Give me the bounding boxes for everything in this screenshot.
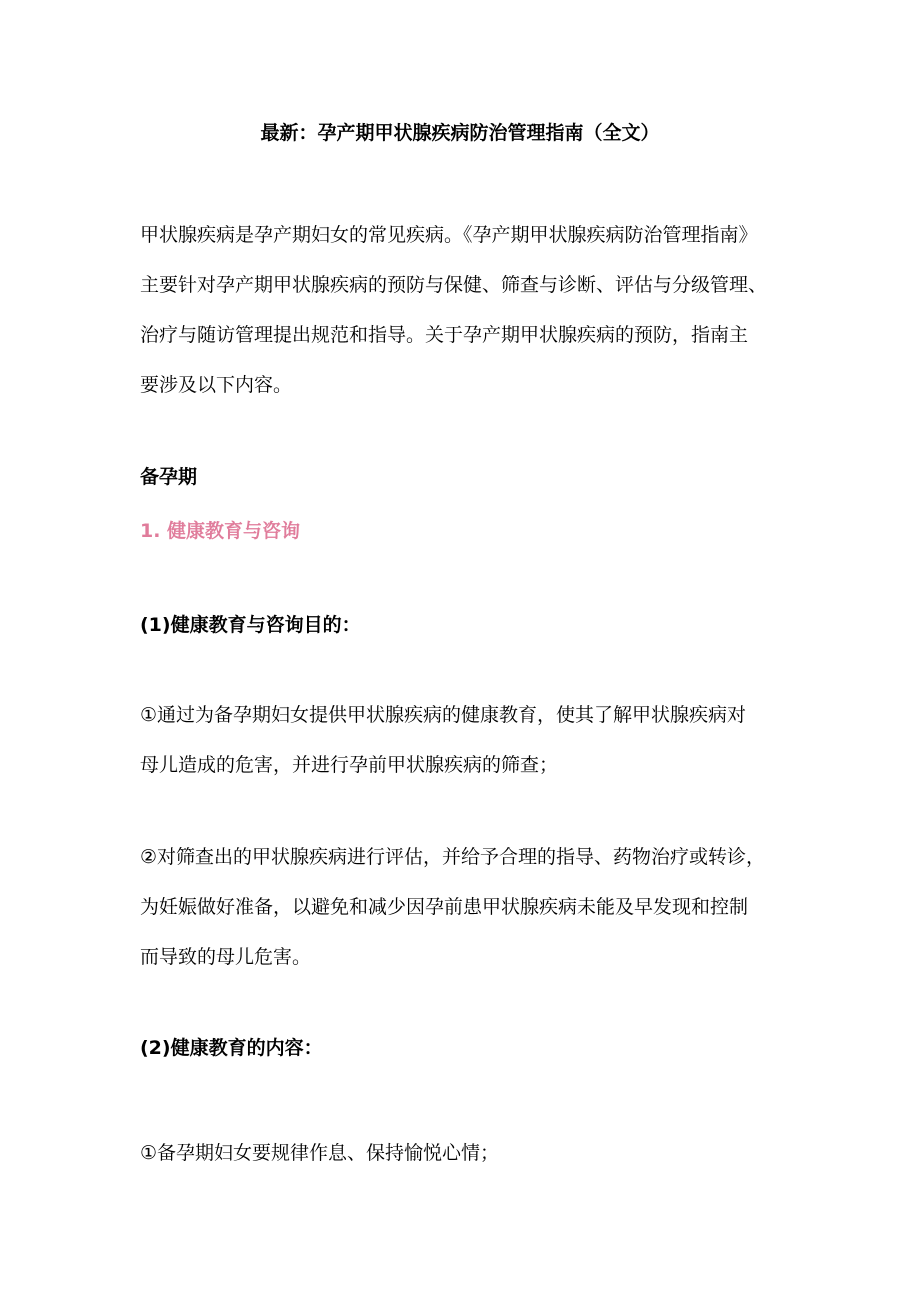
paragraph-line: 为妊娠做好准备，以避免和减少因孕前患甲状腺疾病未能及早发现和控制 — [140, 896, 749, 918]
intro-line: 主要针对孕产期甲状腺疾病的预防与保健、筛查与诊断、评估与分级管理、 — [140, 274, 768, 296]
content-heading: (2)健康教育的内容： — [140, 1037, 323, 1059]
subsection-heading: 1. 健康教育与咨询 — [140, 520, 301, 542]
section-heading: 备孕期 — [140, 466, 198, 488]
purpose-item-2 — [140, 832, 800, 982]
paragraph-line: 而导致的母儿危害。 — [140, 946, 312, 968]
content-item-1 — [140, 1128, 800, 1178]
paragraph-line: 母儿造成的危害，并进行孕前甲状腺疾病的筛查； — [140, 754, 559, 776]
paragraph-line: ②对筛查出的甲状腺疾病进行评估，并给予合理的指导、药物治疗或转诊， — [140, 846, 766, 868]
purpose-heading: (1)健康教育与咨询目的： — [140, 614, 361, 636]
intro-line: 甲状腺疾病是孕产期妇女的常见疾病。《孕产期甲状腺疾病防治管理指南》 — [140, 224, 758, 246]
intro-line: 治疗与随访管理提出规范和指导。关于孕产期甲状腺疾病的预防，指南主 — [140, 324, 749, 346]
intro-line: 要涉及以下内容。 — [140, 374, 293, 396]
document-title: 最新：孕产期甲状腺疾病防治管理指南（全文） — [260, 122, 660, 144]
paragraph-line: ①通过为备孕期妇女提供甲状腺疾病的健康教育，使其了解甲状腺疾病对 — [140, 704, 747, 726]
paragraph-line: ①备孕期妇女要规律作息、保持愉悦心情； — [140, 1142, 500, 1164]
purpose-item-1 — [140, 690, 800, 790]
intro-paragraph — [140, 210, 800, 410]
